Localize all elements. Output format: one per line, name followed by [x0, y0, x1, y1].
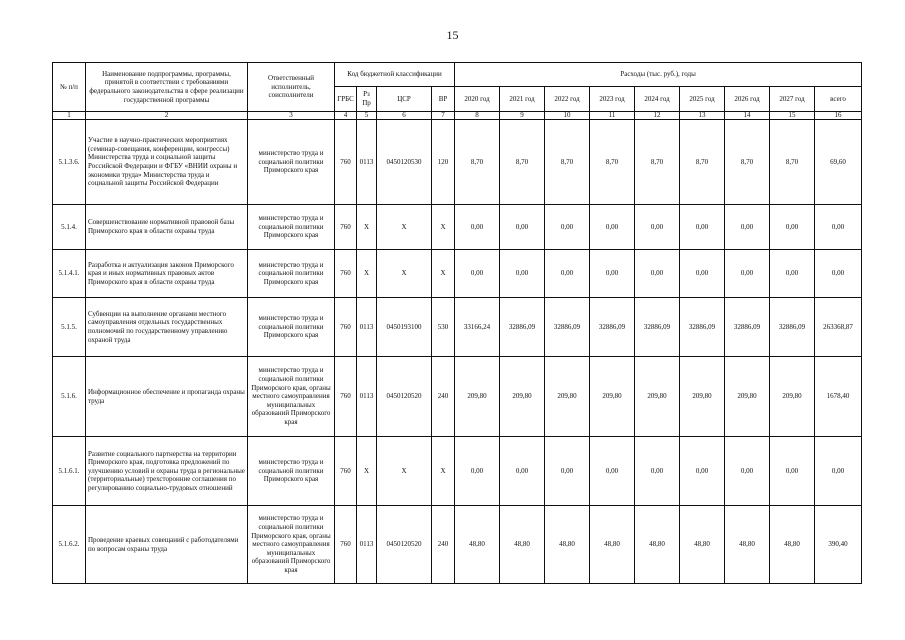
- table-row: [53, 298, 862, 357]
- row-csr: 0450120520: [377, 357, 432, 437]
- row-value: 209,80: [680, 357, 725, 437]
- row-value: 0,00: [770, 437, 815, 506]
- row-value: 32886,09: [770, 298, 815, 357]
- row-total: 0,00: [815, 205, 862, 250]
- row-executor: министерство труда и социальной политики Приморского края: [248, 205, 335, 250]
- header-year: 2020 год: [455, 87, 500, 112]
- header-year: 2024 год: [635, 87, 680, 112]
- row-value: 0,00: [680, 250, 725, 298]
- row-vr: 120: [432, 120, 455, 205]
- row-value: 0,00: [500, 250, 545, 298]
- row-total: 0,00: [815, 250, 862, 298]
- row-value: 8,70: [545, 120, 590, 205]
- row-value: 0,00: [455, 437, 500, 506]
- row-value: 32886,09: [635, 298, 680, 357]
- column-number: 4: [335, 112, 357, 120]
- row-csr: 0450120520: [377, 506, 432, 584]
- row-rzpr: X: [357, 250, 377, 298]
- column-number: 13: [680, 112, 725, 120]
- row-grbs: 760: [335, 205, 357, 250]
- row-num: 5.1.3.6.: [53, 120, 86, 205]
- budget-table: [52, 62, 862, 584]
- row-value: 209,80: [500, 357, 545, 437]
- header-csr: ЦСР: [377, 87, 432, 112]
- row-vr: X: [432, 437, 455, 506]
- row-value: 8,70: [455, 120, 500, 205]
- row-name: Субвенции на выполнение органами местного самоуправления отдельных государственных полномочий по государственному управлению охраной труда: [86, 298, 248, 357]
- header-budget-code: Код бюджетной классификации: [335, 63, 455, 87]
- table-row: [53, 357, 862, 437]
- row-value: 8,70: [680, 120, 725, 205]
- column-number: 14: [725, 112, 770, 120]
- row-value: 32886,09: [500, 298, 545, 357]
- row-value: 33166,24: [455, 298, 500, 357]
- column-number: 15: [770, 112, 815, 120]
- header-year: 2022 год: [545, 87, 590, 112]
- header-rzpr: Рз Пр: [357, 87, 377, 112]
- table-row: [53, 506, 862, 584]
- row-value: 0,00: [455, 250, 500, 298]
- row-num: 5.1.4.1.: [53, 250, 86, 298]
- column-number: 16: [815, 112, 862, 120]
- row-grbs: 760: [335, 298, 357, 357]
- row-total: 1678,40: [815, 357, 862, 437]
- row-grbs: 760: [335, 357, 357, 437]
- column-number-row: [53, 112, 862, 120]
- row-csr: 0450193100: [377, 298, 432, 357]
- row-executor: министерство труда и социальной политики Приморского края, органы местного самоуправления муниципальных образований Приморского края: [248, 357, 335, 437]
- row-value: 48,80: [455, 506, 500, 584]
- row-value: 0,00: [770, 250, 815, 298]
- row-value: 0,00: [545, 250, 590, 298]
- row-vr: 240: [432, 357, 455, 437]
- row-grbs: 760: [335, 437, 357, 506]
- row-value: 0,00: [725, 205, 770, 250]
- header-year: 2025 год: [680, 87, 725, 112]
- row-executor: министерство труда и социальной политики Приморского края: [248, 120, 335, 205]
- row-value: 48,80: [635, 506, 680, 584]
- row-total: 69,60: [815, 120, 862, 205]
- row-executor: министерство труда и социальной политики Приморского края: [248, 437, 335, 506]
- row-rzpr: 0113: [357, 506, 377, 584]
- header-year: 2027 год: [770, 87, 815, 112]
- row-name: Развитие социального партнерства на территории Приморского края, подготовка предложений по улучшению условий и охраны труда в региональные (территориальные) трехсторонние соглашения по регулированию социально-трудовых отношений: [86, 437, 248, 506]
- table-row: [53, 205, 862, 250]
- row-value: 209,80: [455, 357, 500, 437]
- row-num: 5.1.6.2.: [53, 506, 86, 584]
- column-number: 2: [86, 112, 248, 120]
- column-number: 5: [357, 112, 377, 120]
- row-executor: министерство труда и социальной политики Приморского края: [248, 250, 335, 298]
- row-num: 5.1.5.: [53, 298, 86, 357]
- row-name: Проведение краевых совещаний с работодателями по вопросам охраны труда: [86, 506, 248, 584]
- row-num: 5.1.6.1.: [53, 437, 86, 506]
- row-value: 0,00: [635, 250, 680, 298]
- row-csr: X: [377, 437, 432, 506]
- row-grbs: 760: [335, 120, 357, 205]
- row-rzpr: X: [357, 205, 377, 250]
- column-number: 11: [590, 112, 635, 120]
- row-value: 48,80: [545, 506, 590, 584]
- column-number: 9: [500, 112, 545, 120]
- row-value: 0,00: [680, 205, 725, 250]
- row-csr: X: [377, 205, 432, 250]
- header-executor: Ответственный исполнитель, соисполнители: [248, 63, 335, 112]
- column-number: 6: [377, 112, 432, 120]
- row-rzpr: 0113: [357, 298, 377, 357]
- row-value: 0,00: [635, 437, 680, 506]
- row-rzpr: X: [357, 437, 377, 506]
- header-vr: ВР: [432, 87, 455, 112]
- row-total: 263368,87: [815, 298, 862, 357]
- column-number: 1: [53, 112, 86, 120]
- header-year: 2026 год: [725, 87, 770, 112]
- header-expenses: Расходы (тыс. руб.), годы: [455, 63, 862, 87]
- row-value: 32886,09: [680, 298, 725, 357]
- row-vr: X: [432, 250, 455, 298]
- row-name: Информационное обеспечение и пропаганда охраны труда: [86, 357, 248, 437]
- row-value: 48,80: [770, 506, 815, 584]
- header-total: всего: [815, 87, 862, 112]
- row-value: 48,80: [725, 506, 770, 584]
- row-value: 48,80: [680, 506, 725, 584]
- row-vr: X: [432, 205, 455, 250]
- column-number: 7: [432, 112, 455, 120]
- row-executor: министерство труда и социальной политики Приморского края, органы местного самоуправления муниципальных образований Приморского края: [248, 506, 335, 584]
- row-value: 32886,09: [725, 298, 770, 357]
- table-row: [53, 250, 862, 298]
- row-value: 209,80: [770, 357, 815, 437]
- row-total: 0,00: [815, 437, 862, 506]
- row-value: 209,80: [590, 357, 635, 437]
- row-value: 0,00: [590, 205, 635, 250]
- row-value: 0,00: [725, 437, 770, 506]
- row-name: Участие в научно-практических мероприятиях (семинар-совещания, конференции, конгрессы) Министерства труда и социальной защиты Российской Федерации и ФГБУ «ВНИИ охраны и экономики труда» Министерства труда и социальной защиты Российской Федерации: [86, 120, 248, 205]
- row-value: 8,70: [635, 120, 680, 205]
- row-value: 8,70: [725, 120, 770, 205]
- row-value: 0,00: [500, 205, 545, 250]
- page-number: 15: [446, 28, 459, 42]
- row-num: 5.1.4.: [53, 205, 86, 250]
- row-csr: X: [377, 250, 432, 298]
- row-value: 0,00: [500, 437, 545, 506]
- row-rzpr: 0113: [357, 357, 377, 437]
- row-value: 0,00: [590, 437, 635, 506]
- row-value: 0,00: [635, 205, 680, 250]
- column-number: 8: [455, 112, 500, 120]
- row-grbs: 760: [335, 250, 357, 298]
- row-vr: 240: [432, 506, 455, 584]
- row-executor: министерство труда и социальной политики Приморского края: [248, 298, 335, 357]
- row-value: 0,00: [455, 205, 500, 250]
- column-number: 12: [635, 112, 680, 120]
- row-name: Разработка и актуализация законов Приморского края и иных нормативных правовых актов Приморского края в области охраны труда: [86, 250, 248, 298]
- row-value: 32886,09: [545, 298, 590, 357]
- row-value: 209,80: [545, 357, 590, 437]
- row-value: 0,00: [680, 437, 725, 506]
- table-row: [53, 120, 862, 205]
- table-row: [53, 437, 862, 506]
- row-value: 209,80: [635, 357, 680, 437]
- column-number: 3: [248, 112, 335, 120]
- row-grbs: 760: [335, 506, 357, 584]
- header-num: № п/п: [53, 63, 86, 112]
- row-value: 8,70: [770, 120, 815, 205]
- row-value: 0,00: [545, 437, 590, 506]
- row-vr: 530: [432, 298, 455, 357]
- row-value: 0,00: [770, 205, 815, 250]
- row-name: Совершенствование нормативной правовой базы Приморского края в области охраны труда: [86, 205, 248, 250]
- row-value: 48,80: [590, 506, 635, 584]
- row-value: 8,70: [590, 120, 635, 205]
- header-name: Наименование подпрограммы, программы, принятой в соответствии с требованиями федерального законодательства в сфере реализации государственной программы: [86, 63, 248, 112]
- row-value: 209,80: [725, 357, 770, 437]
- row-rzpr: 0113: [357, 120, 377, 205]
- row-value: 48,80: [500, 506, 545, 584]
- row-total: 390,40: [815, 506, 862, 584]
- header-grbs: ГРБС: [335, 87, 357, 112]
- row-value: 0,00: [725, 250, 770, 298]
- row-value: 8,70: [500, 120, 545, 205]
- row-num: 5.1.6.: [53, 357, 86, 437]
- header-year: 2023 год: [590, 87, 635, 112]
- row-value: 0,00: [590, 250, 635, 298]
- row-value: 0,00: [545, 205, 590, 250]
- row-value: 32886,09: [590, 298, 635, 357]
- column-number: 10: [545, 112, 590, 120]
- row-csr: 0450120530: [377, 120, 432, 205]
- header-year: 2021 год: [500, 87, 545, 112]
